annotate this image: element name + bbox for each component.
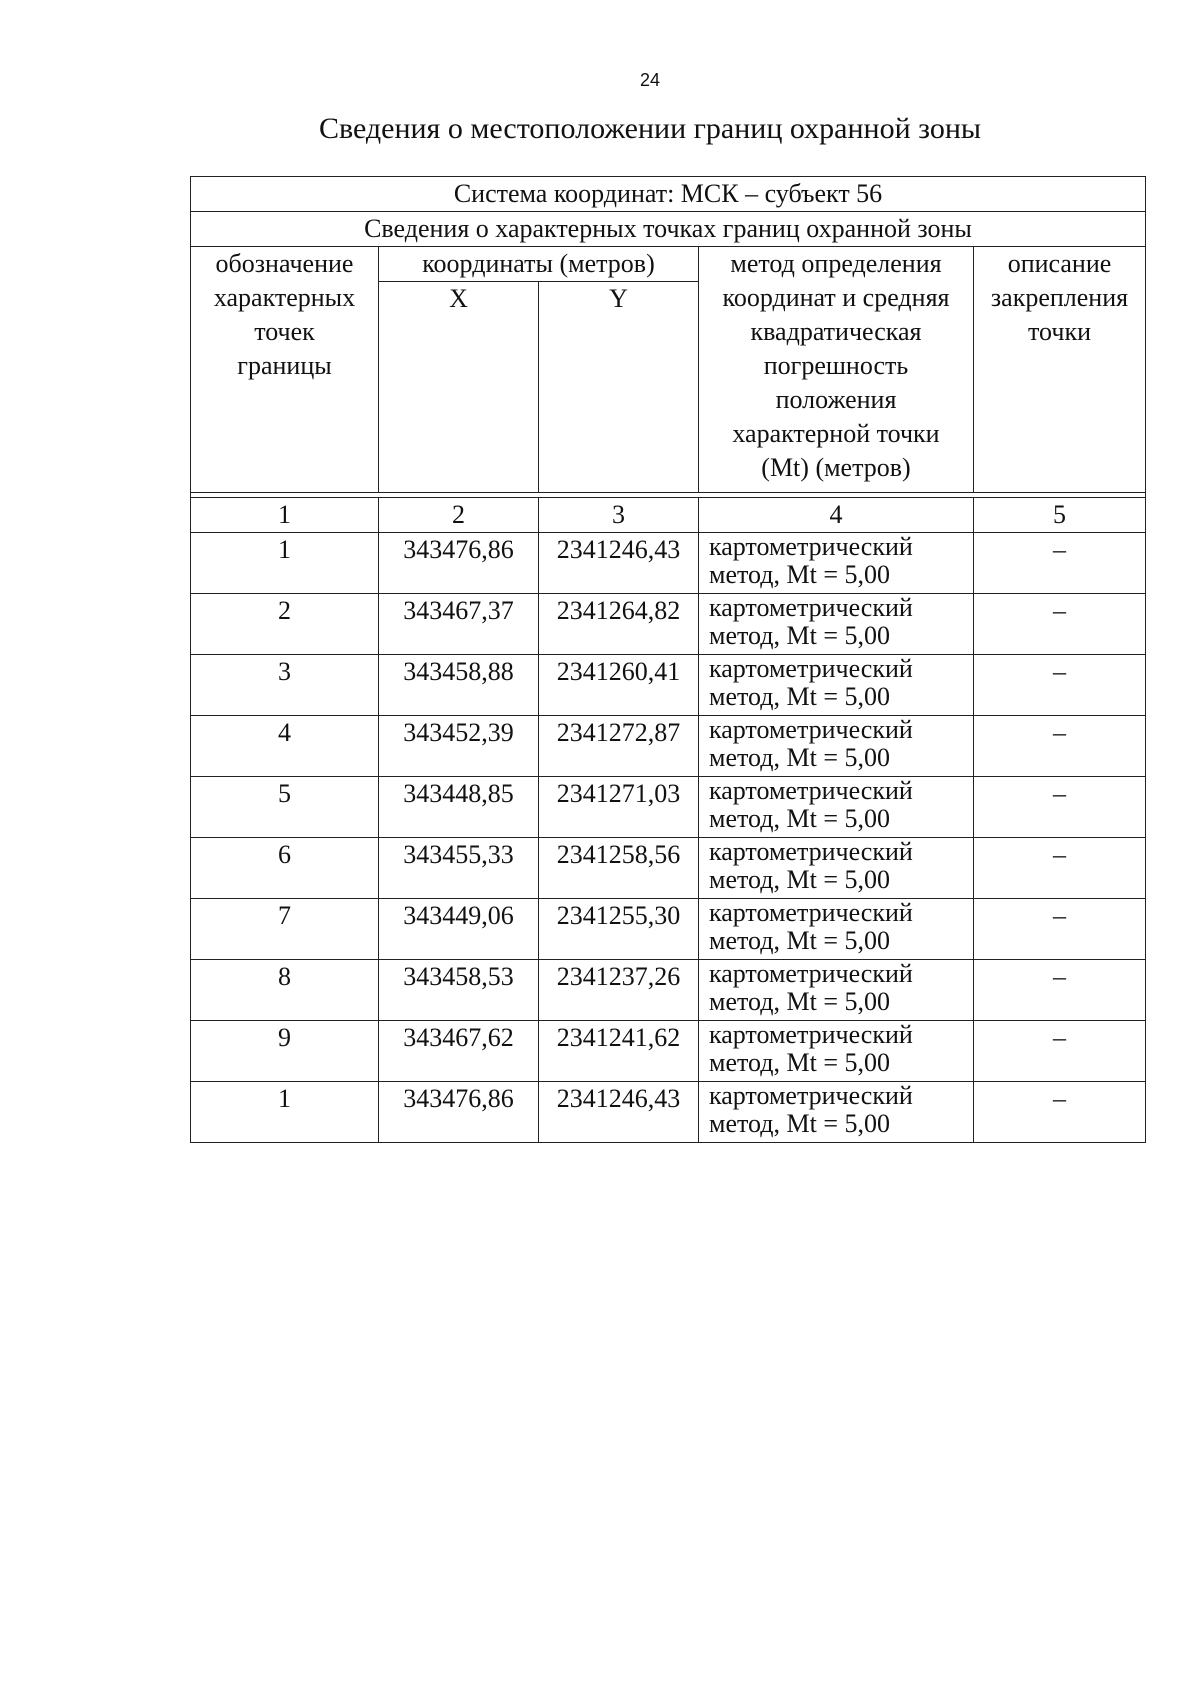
y-coordinate-cell: 2341237,26 bbox=[539, 960, 699, 1021]
fixing-description-cell: – bbox=[974, 960, 1146, 1021]
method-cell: картометрический метод, Mt = 5,00 bbox=[699, 899, 974, 960]
x-coordinate-cell: 343458,53 bbox=[379, 960, 539, 1021]
fixing-description-cell: – bbox=[974, 777, 1146, 838]
table-row bbox=[191, 960, 1146, 1021]
point-cell: 1 bbox=[191, 1082, 379, 1143]
y-coordinate-cell: 2341246,43 bbox=[539, 1082, 699, 1143]
x-coordinate-cell: 343452,39 bbox=[379, 716, 539, 777]
table-row bbox=[191, 716, 1146, 777]
point-cell: 2 bbox=[191, 594, 379, 655]
method-cell: картометрический метод, Mt = 5,00 bbox=[699, 777, 974, 838]
x-coordinate-cell: 343455,33 bbox=[379, 838, 539, 899]
point-cell: 1 bbox=[191, 533, 379, 594]
point-cell: 3 bbox=[191, 655, 379, 716]
fixing-description-cell: – bbox=[974, 533, 1146, 594]
coordinates-table bbox=[190, 176, 1146, 1143]
column-number: 1 bbox=[191, 498, 379, 533]
table-row bbox=[191, 777, 1146, 838]
fixing-description-cell: – bbox=[974, 655, 1146, 716]
method-cell: картометрический метод, Mt = 5,00 bbox=[699, 838, 974, 899]
header-coordinates: координаты (метров) bbox=[379, 247, 699, 282]
header-method: метод определения координат и средняя квадратическая погрешность положения характерной точки (Mt) (метров) bbox=[699, 247, 974, 493]
column-numbers-row bbox=[191, 498, 1146, 533]
point-cell: 6 bbox=[191, 838, 379, 899]
column-number: 4 bbox=[699, 498, 974, 533]
x-coordinate-cell: 343476,86 bbox=[379, 533, 539, 594]
fixing-description-cell: – bbox=[974, 1082, 1146, 1143]
table-info-cell: Сведения о характерных точках границ охранной зоны bbox=[191, 212, 1146, 247]
method-cell: картометрический метод, Mt = 5,00 bbox=[699, 594, 974, 655]
table-header-row bbox=[191, 247, 1146, 282]
method-cell: картометрический метод, Mt = 5,00 bbox=[699, 533, 974, 594]
point-cell: 9 bbox=[191, 1021, 379, 1082]
method-cell: картометрический метод, Mt = 5,00 bbox=[699, 655, 974, 716]
fixing-description-cell: – bbox=[974, 1021, 1146, 1082]
x-coordinate-cell: 343458,88 bbox=[379, 655, 539, 716]
method-cell: картометрический метод, Mt = 5,00 bbox=[699, 960, 974, 1021]
fixing-description-cell: – bbox=[974, 838, 1146, 899]
y-coordinate-cell: 2341258,56 bbox=[539, 838, 699, 899]
header-x: X bbox=[379, 282, 539, 493]
header-fixing-description: описание закрепления точки bbox=[974, 247, 1146, 493]
table-row bbox=[191, 1021, 1146, 1082]
page-number: 24 bbox=[639, 70, 661, 90]
fixing-description-cell: – bbox=[974, 899, 1146, 960]
y-coordinate-cell: 2341272,87 bbox=[539, 716, 699, 777]
coordinate-system-cell: Система координат: МСК – субъект 56 bbox=[191, 177, 1146, 212]
table-row bbox=[191, 838, 1146, 899]
table-info-row bbox=[191, 212, 1146, 247]
x-coordinate-cell: 343467,62 bbox=[379, 1021, 539, 1082]
column-number: 3 bbox=[539, 498, 699, 533]
table-row bbox=[191, 899, 1146, 960]
point-cell: 4 bbox=[191, 716, 379, 777]
y-coordinate-cell: 2341271,03 bbox=[539, 777, 699, 838]
y-coordinate-cell: 2341241,62 bbox=[539, 1021, 699, 1082]
y-coordinate-cell: 2341260,41 bbox=[539, 655, 699, 716]
point-cell: 5 bbox=[191, 777, 379, 838]
y-coordinate-cell: 2341264,82 bbox=[539, 594, 699, 655]
column-number: 2 bbox=[379, 498, 539, 533]
table-row bbox=[191, 655, 1146, 716]
y-coordinate-cell: 2341255,30 bbox=[539, 899, 699, 960]
method-cell: картометрический метод, Mt = 5,00 bbox=[699, 1082, 974, 1143]
method-cell: картометрический метод, Mt = 5,00 bbox=[699, 1021, 974, 1082]
y-coordinate-cell: 2341246,43 bbox=[539, 533, 699, 594]
table-row bbox=[191, 1082, 1146, 1143]
table-row bbox=[191, 594, 1146, 655]
fixing-description-cell: – bbox=[974, 594, 1146, 655]
page-title: Сведения о местоположении границ охранной зоны bbox=[318, 112, 982, 145]
x-coordinate-cell: 343449,06 bbox=[379, 899, 539, 960]
table-row bbox=[191, 533, 1146, 594]
point-cell: 7 bbox=[191, 899, 379, 960]
column-number: 5 bbox=[974, 498, 1146, 533]
point-cell: 8 bbox=[191, 960, 379, 1021]
fixing-description-cell: – bbox=[974, 716, 1146, 777]
x-coordinate-cell: 343448,85 bbox=[379, 777, 539, 838]
method-cell: картометрический метод, Mt = 5,00 bbox=[699, 716, 974, 777]
x-coordinate-cell: 343476,86 bbox=[379, 1082, 539, 1143]
table-system-row bbox=[191, 177, 1146, 212]
header-point-designation: обозначение характерных точек границы bbox=[191, 247, 379, 493]
x-coordinate-cell: 343467,37 bbox=[379, 594, 539, 655]
header-y: Y bbox=[539, 282, 699, 493]
